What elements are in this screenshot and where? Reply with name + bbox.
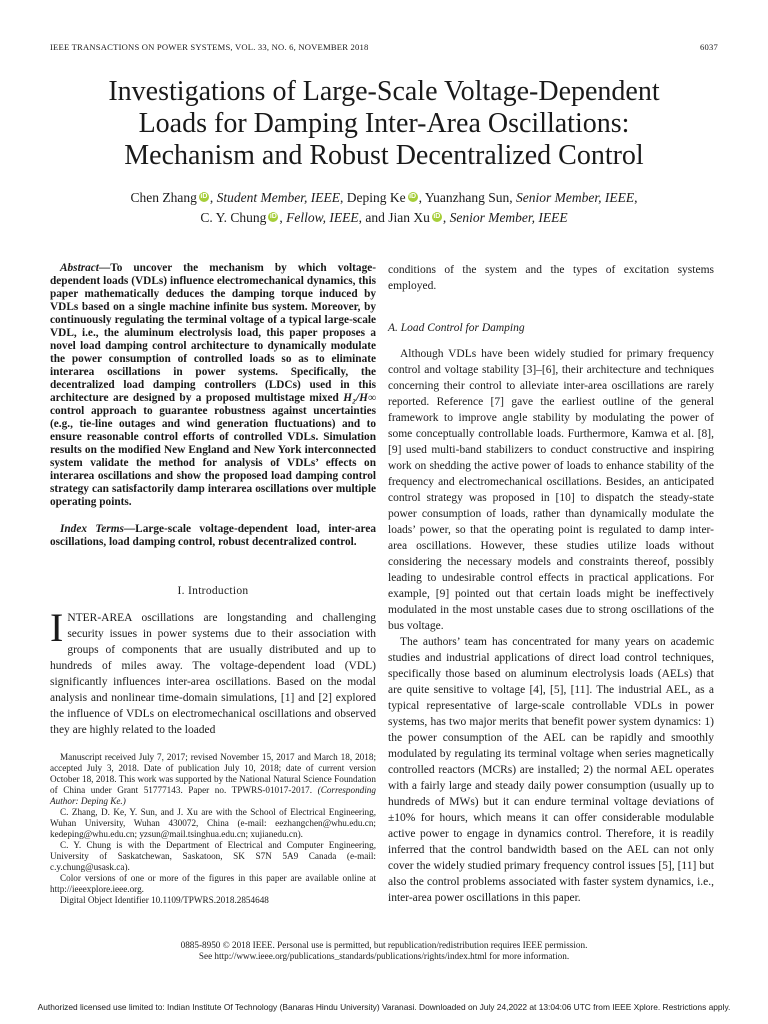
running-header [50, 40, 718, 54]
footnote-affiliation-1: C. Zhang, D. Ke, Y. Sun, and J. Xu are with the School of Electrical Engineering, Wuhan University, Wuhan 430072, China (e-mail: eezhangchen@whu.edu.cn; kedeping@whu.edu.cn; yzsun@mail.tsinghua.edu.cn; xujianedu.cn). [50, 807, 376, 839]
body-paragraph-2: The authors’ team has concentrated for many years on academic studies and industrial applications of direct load control techniques, specifically those based on aluminum electrolysis loads (AELs) that are quite sensitive to voltage [4], [5], [11]. The industrial AEL, as a typical representative of large-scale controllable VDLs in power systems, has two major merits that benefit power system dynamics: 1) the power consumption of the AEL can be rapidly and smoothly modulated by regulating its terminal voltage when series magnetically controlled reactors (MCRs) are installed; 2) the normal AEL operates with a fairly large and steady daily power consumption (usually up to hundreds of MWs) but it can endure terminal voltage deviations of ±10% for hours, which means it can offer considerable modulable active power to engage in dynamics control. Therefore, it is readily inferred that the control bandwidth based on the AEL can not only cover the widely studied primary frequency control issues [5], [11] but also the control problems associated with faster system dynamics, i.e., inter-area power oscillations in this paper. [388, 636, 714, 904]
body-paragraph-1: Although VDLs have been widely studied for primary frequency control and voltage stability [3]–[6], their architecture and techniques concerning their control to alleviate inter-area oscillations are rarely reported. Reference [7] gave the earliest outline of the general framework to improve angle stability by modulating the power of some conceptually controllable loads. Furthermore, Kamwa et al. [8], [9] used multi-band stabilizers to conduct constructive and inspiring work on shedding the active power of loads to enhance stability of the frequency and electromechanical oscillations. Besides, an anticipated control strategy was proposed in [10] to dispatch the steady-state power consumption of loads, rather than dynamically modulate the loads’ power, so that the operating point is regulated to damp inter-area oscillations. However, these studies utilize loads without considering the necessary models and constraints thereof, possibly leading to undesirable control effects in practical applications. For example, [9] pointed out that certain loads might be ineffectively modulated in the most unstable cases due to strong oscillations of the bus voltage. [388, 348, 714, 632]
footnote-color-versions: Color versions of one or more of the figures in this paper are available online at http://ieeexplore.ieee.org. [50, 873, 376, 894]
index-terms-lead: Index Terms [60, 523, 124, 535]
footnote-manuscript-text: Manuscript received July 7, 2017; revised November 15, 2017 and March 18, 2018; accepted July 3, 2018. Date of publication July 10, 2018; date of current version October 18, 2018. This work was supported by the National Natural Science Foundation of China under Grant 51777143. Paper no. TPWRS-01017-2017. [50, 752, 376, 795]
author-conjunction: and [365, 210, 385, 225]
abstract-text-2: control approach to guarantee robustness against uncertainties (e.g., tie-line outages and wind generation fluctuations) and to ensure reasonable control efforts of controlled VDLs. Simulation results on the modified New England and New York interconnected system validate the method for analysis of VDLs’ effects on interarea oscillations and show the proposed load damping control strategy can satisfactorily damp interarea oscillations over multiple operating points. [50, 405, 376, 508]
footnote-manuscript [50, 752, 376, 807]
author-name: C. Y. Chung [200, 210, 267, 225]
abstract-math: H₂/H∞ [343, 392, 377, 404]
index-terms-text: Large-scale voltage-dependent load, inter-area oscillations, load damping control, robust decentralized control. [50, 523, 376, 548]
abstract-text-1: To uncover the mechanism by which voltage-dependent loads (VDLs) influence electromechanical dynamics, this paper mathematically deduces the damping torque induced by VDLs based on a single machine infinite bus system. Moreover, by continuously regulating the terminal voltage of a typical large-scale VDL, i.e., the aluminum electrolysis load, this paper proposes a novel load damping control architecture to dynamically modulate the power consumption of controlled loads so as to eliminate interarea oscillations in power systems. Specifically, the decentralized load damping controllers (LDCs) used in this architecture are designed by a proposed multistage mixed [50, 262, 376, 404]
title-line-3: Mechanism and Robust Decentralized Control [124, 140, 644, 171]
introduction-text: NTER-AREA oscillations are longstanding and challenging security issues in power systems due to their association with groups of components that are usually distributed and up to hundreds of miles away. The voltage-dependent load (VDL) significantly influences inter-area oscillations. Based on the modal analysis and nonlinear time-domain simulations, [1] and [2] explored the influence of VDLs on electromechanical oscillations and observed they are highly related to the loaded [50, 612, 376, 736]
author-name: Deping Ke [346, 190, 406, 205]
author-name: Chen Zhang [130, 190, 197, 205]
footnote-affiliation-2: C. Y. Chung is with the Department of Electrical and Computer Engineering, University of Saskatchewan, Saskatoon, SK S7N 5A9 Canada (e-mail: c.y.chung@usask.ca). [50, 840, 376, 872]
section-heading-introduction: I. Introduction [177, 585, 249, 597]
corresponding-author: (Corresponding Author: Deping Ke.) [50, 785, 376, 806]
copyright-notice [40, 940, 728, 962]
author-name: Jian Xu [388, 210, 430, 225]
orcid-icon[interactable]: iD [269, 213, 277, 220]
footnote-doi: Digital Object Identifier 10.1109/TPWRS.2018.2854648 [60, 895, 269, 905]
title-line-2: Loads for Damping Inter-Area Oscillations: [138, 108, 630, 139]
page-number: 6037 [700, 42, 718, 52]
author-role: Senior Member, IEEE [515, 190, 635, 205]
author-name: Yuanzhang Sun [424, 190, 510, 205]
author-role: Fellow, IEEE [286, 210, 359, 225]
continuation-paragraph: conditions of the system and the types of excitation systems employed. [388, 264, 714, 292]
right-column [388, 262, 714, 906]
author-list [40, 188, 728, 228]
author-role: Student Member, IEEE [216, 190, 340, 205]
author-line-1: Chen Zhang iD , Student Member, IEEE, Deping Ke iD , Yuanzhang Sun, Senior Member, IEEE, [130, 190, 638, 205]
journal-name: IEEE TRANSACTIONS ON POWER SYSTEMS, VOL. 33, NO. 6, NOVEMBER 2018 [50, 42, 369, 52]
author-line-2: C. Y. Chung iD , Fellow, IEEE, and Jian Xu iD , Senior Member, IEEE [200, 210, 568, 225]
left-column [50, 262, 376, 738]
author-role: Senior Member, IEEE [449, 210, 568, 225]
abstract-lead: Abstract [60, 262, 99, 274]
copyright-line-1: 0885-8950 © 2018 IEEE. Personal use is permitted, but republication/redistribution requires IEEE permission. [180, 940, 588, 950]
abstract: Abstract—To uncover the mechanism by which voltage-dependent loads (VDLs) influence electromechanical dynamics, this paper mathematically deduces the damping torque induced by VDLs based on a single machine infinite bus system. Moreover, by continuously regulating the terminal voltage of a typical large-scale VDL, i.e., the aluminum electrolysis load, this paper proposes a novel load damping control architecture to dynamically modulate the power consumption of controlled loads so as to eliminate interarea oscillations in power systems. Specifically, the decentralized load damping controllers (LDCs) used in this architecture are designed by a proposed multistage mixed H₂/H∞ control approach to guarantee robustness against uncertainties (e.g., tie-line outages and wind generation fluctuations) and to ensure reasonable control efforts of controlled VDLs. Simulation results on the modified New England and New York interconnected system validate the method for analysis of VDLs’ effects on interarea oscillations and show the proposed load damping control strategy can satisfactorily damp interarea oscillations over multiple operating points. [50, 262, 377, 508]
index-terms: Index Terms—Large-scale voltage-dependent load, inter-area oscillations, load damping control, robust decentralized control. [50, 523, 376, 548]
orcid-icon[interactable]: iD [433, 213, 441, 220]
title-line-1: Investigations of Large-Scale Voltage-Dependent [108, 76, 660, 107]
orcid-icon[interactable]: iD [200, 193, 208, 200]
footnotes [50, 752, 376, 906]
subsection-heading: A. Load Control for Damping [388, 322, 525, 334]
drop-cap: I [50, 605, 64, 650]
copyright-line-2: See http://www.ieee.org/publications_standards/publications/rights/index.html for more information. [198, 951, 570, 961]
introduction-paragraph [50, 605, 376, 738]
paper-title [40, 76, 728, 172]
orcid-icon[interactable]: iD [409, 193, 417, 200]
license-notice: Authorized licensed use limited to: Indian Institute Of Technology (Banaras Hindu University) Varanasi. Downloaded on July 24,2022 at 13:04:06 UTC from IEEE Xplore. Restrictions apply. [37, 1002, 731, 1012]
